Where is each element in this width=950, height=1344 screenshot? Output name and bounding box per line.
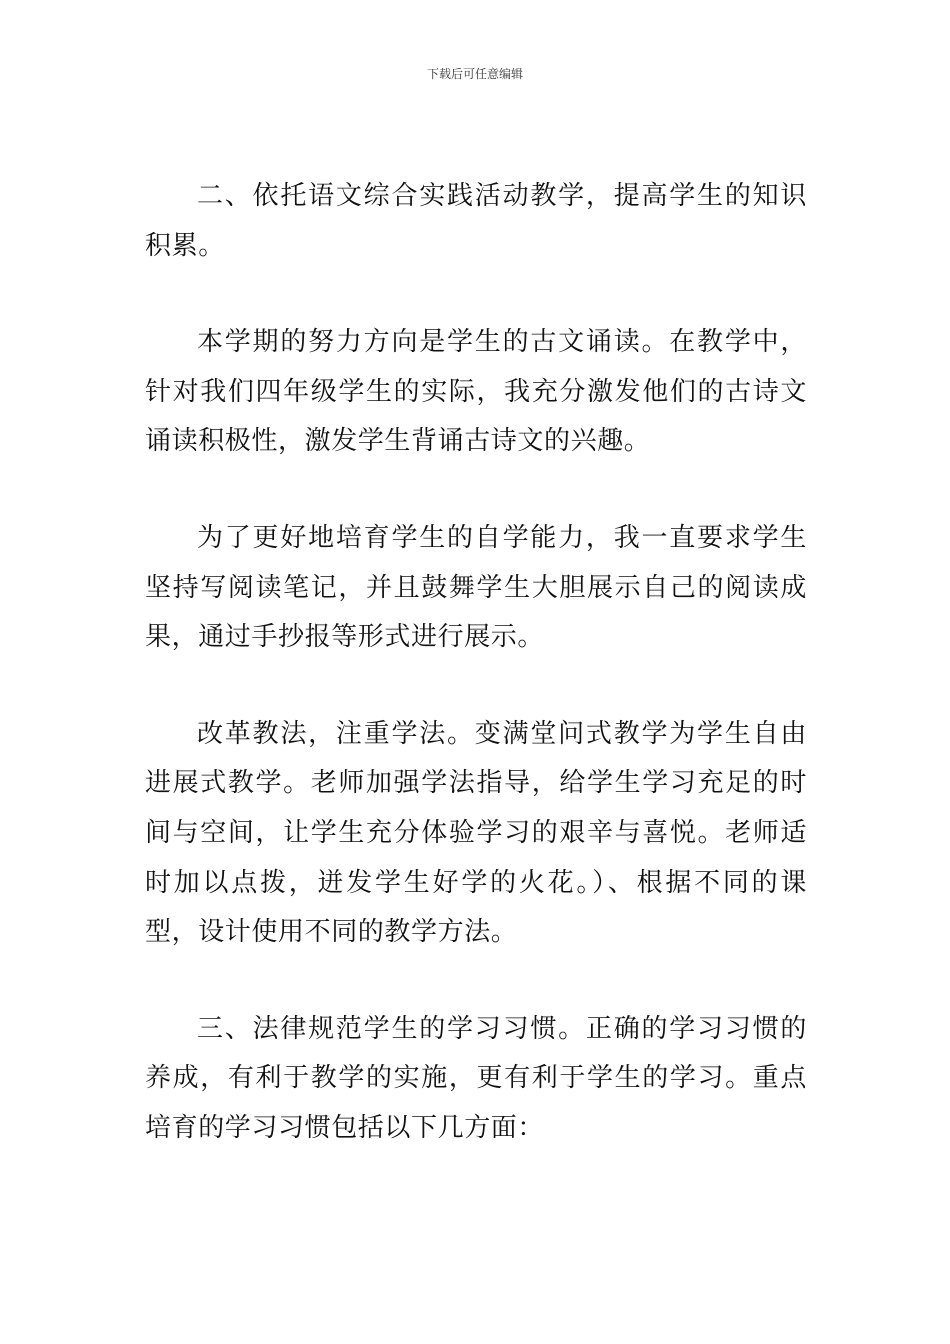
paragraph-classical-reading: 本学期的努力方向是学生的古文诵读。在教学中，针对我们四年级学生的实际，我充分激发他们的古诗文诵读积极性，激发学生背诵古诗文的兴趣。 [145, 327, 807, 457]
document-body [145, 172, 807, 1154]
page-header-note: 下载后可任意编辑 [426, 67, 523, 81]
paragraph-teaching-reform: 改革教法，注重学法。变满堂问式教学为学生自由进展式教学。老师加强学法指导，给学生学习充足的时间与空间，让学生充分体验学习的艰辛与喜悦。老师适时加以点拨，迸发学生好学的火花。）、根据不同的课型，设计使用不同的教学方法。 [145, 718, 807, 948]
paragraph-section-two-heading: 二、依托语文综合实践活动教学，提高学生的知识积累。 [145, 181, 807, 261]
paragraph-section-three-habits: 三、法律规范学生的学习习惯。正确的学习习惯的养成，有利于教学的实施，更有利于学生的学习。重点培育的学习习惯包括以下几方面： [145, 1013, 807, 1143]
paragraph-reading-notes: 为了更好地培育学生的自学能力，我一直要求学生坚持写阅读笔记，并且鼓舞学生大胆展示自己的阅读成果，通过手抄报等形式进行展示。 [145, 522, 807, 653]
